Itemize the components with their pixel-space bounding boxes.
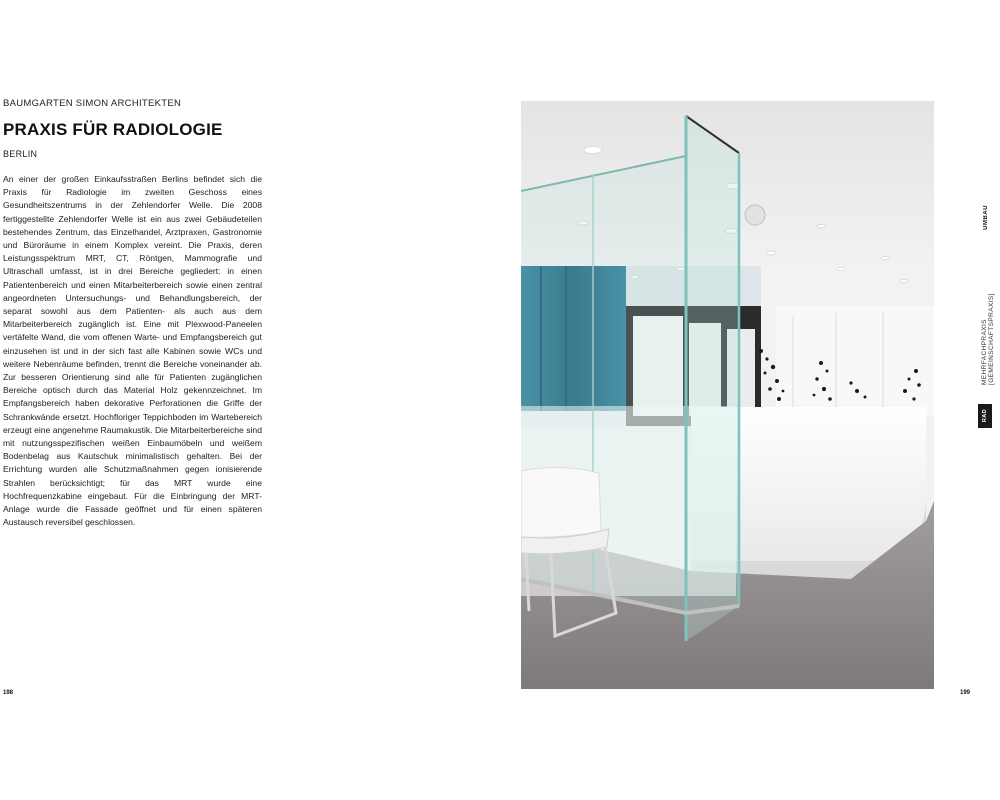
- chapter-tab-label: RAD: [982, 409, 988, 423]
- interior-photo: [521, 101, 934, 689]
- section-label: UMBAU: [983, 205, 989, 230]
- category-label: MEHRFACHPRAXIS [GEMEINSCHAFTSPRAXIS]: [981, 293, 995, 385]
- architect-name: BAUMGARTEN SIMON ARCHITEKTEN: [3, 98, 182, 109]
- page-number-left: 198: [3, 690, 14, 696]
- chapter-tab[interactable]: [978, 404, 992, 428]
- project-city: BERLIN: [3, 149, 38, 159]
- project-title: PRAXIS FÜR RADIOLOGIE: [3, 120, 223, 139]
- page-number-right: 199: [960, 690, 971, 696]
- project-description: An einer der großen Einkaufsstraßen Berlins befindet sich die Praxis für Radiologie im zweiten Geschoss eines Gesundheitszentrums in der Zehlendorfer Welle. Die 2008 fertiggestellte Zehlendorfer Welle ist ein aus zwei Gebäudeteilen bestehendes Zentrum, das Einzelhandel, Arztpraxen, Gastronomie und Büroräume in einem Komplex vereint. Die Praxis, deren Leistungsspektrum MRT, CT, Röntgen, Mammografie und Ultraschall umfasst, ist in drei Bereiche gegliedert: in einen Patientenbereich und einen Mitarbeiterbereich sowie einen zentral angeordneten Untersuchungs- und Behandlungsbereich, der separat sowohl aus dem Patienten- als auch aus dem Mitarbeiterbereich zugänglich ist. Eine mit Plexwood-Paneelen vertäfelte Wand, die vom offenen Warte- und Empfangsbereich gut einzusehen ist und in der sich fast alle Kabinen sowie WCs und weitere Nebenräume befinden, trennt die Bereiche voneinander ab. Zur besseren Orientierung sind alle für Patienten zugänglichen Bereiche optisch durch das Material Holz gekennzeichnet. Im Empfangsbereich haben dekorative Perforationen die Griffe der Schrankwände ersetzt. Hochfloriger Teppichboden im Wartebereich erzeugt eine angenehme Raumakustik. Die Mitarbeiterbereiche sind mit nutzungsspezifischen weißen Einbaumöbeln und weißem Bodenbelag aus Kautschuk minimalistisch gehalten. Bei der Errichtung wurden alle Schutzmaßnahmen gegen ionisierende Strahlen berücksichtigt; für das MRT wurde eine Hochfrequenzkabine eingebaut. Für die Einbringung der MRT-Anlage wurde die Fassade geöffnet und für einen späteren Austausch reversibel geschlossen.: [3, 174, 262, 528]
